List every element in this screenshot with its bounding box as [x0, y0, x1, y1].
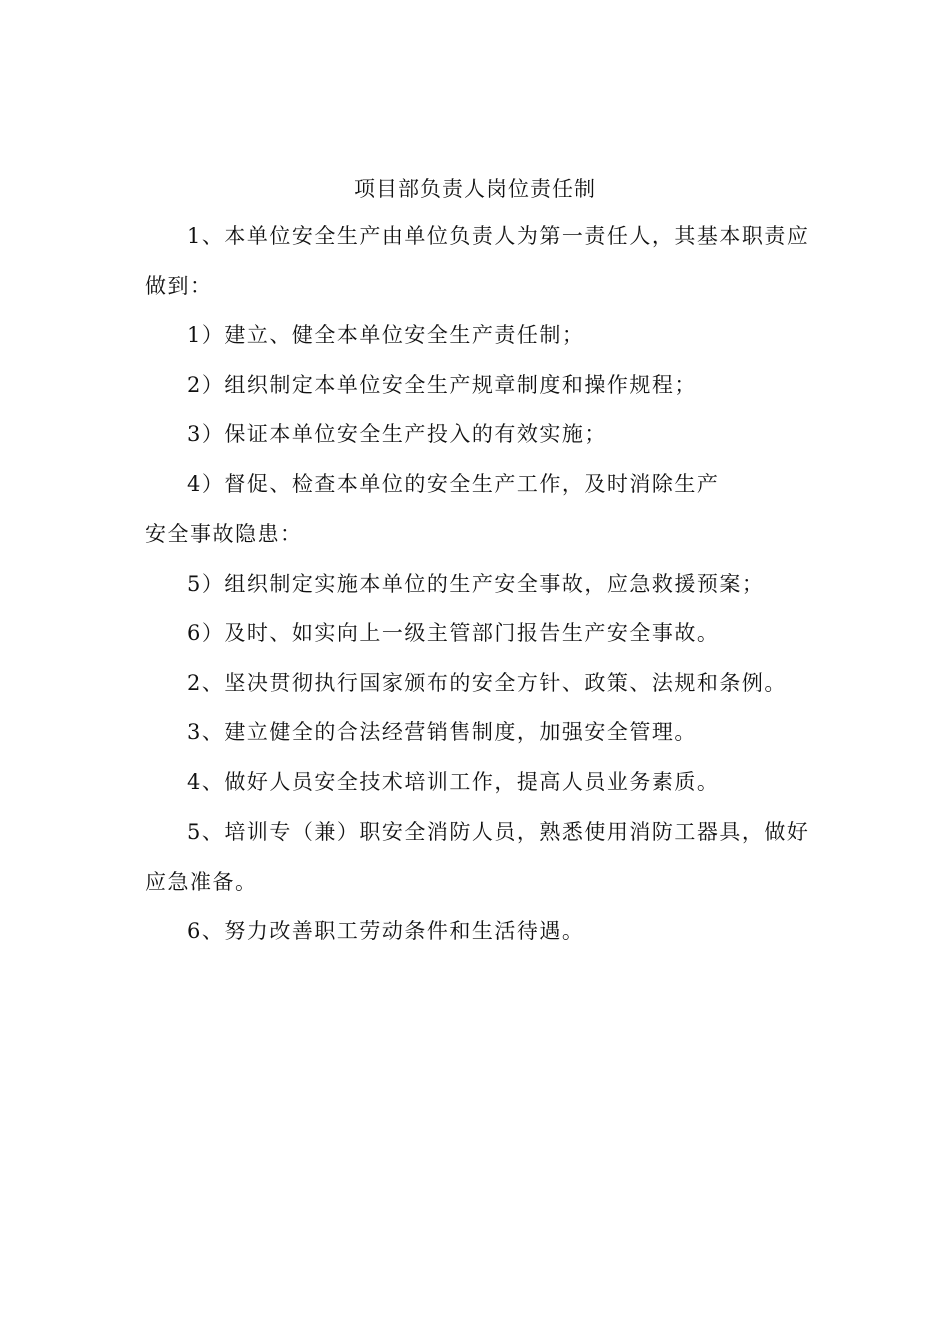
- paragraph-line: 3）保证本单位安全生产投入的有效实施；: [187, 422, 607, 446]
- paragraph-line: 3、建立健全的合法经营销售制度，加强安全管理。: [187, 720, 697, 744]
- document-title: 项目部负责人岗位责任制: [354, 177, 596, 201]
- paragraph-line: 2）组织制定本单位安全生产规章制度和操作规程；: [187, 373, 697, 397]
- paragraph-line: 1、本单位安全生产由单位负责人为第一责任人，其基本职责应: [187, 224, 810, 248]
- paragraph-line: 6）及时、如实向上一级主管部门报告生产安全事故。: [187, 621, 720, 645]
- paragraph-line: 1）建立、健全本单位安全生产责任制；: [187, 323, 585, 347]
- paragraph-line: 2、坚决贯彻执行国家颁布的安全方针、政策、法规和条例。: [187, 671, 787, 695]
- paragraph-line: 5）组织制定实施本单位的生产安全事故，应急救援预案；: [187, 572, 765, 596]
- paragraph-line: 做到：: [145, 274, 213, 298]
- paragraph-line: 应急准备。: [145, 870, 258, 894]
- paragraph-line: 6、努力改善职工劳动条件和生活待遇。: [187, 919, 585, 943]
- paragraph-line: 安全事故隐患：: [145, 522, 303, 546]
- paragraph-line: 5、培训专（兼）职安全消防人员，熟悉使用消防工器具，做好: [187, 820, 810, 844]
- paragraph-line: 4）督促、检查本单位的安全生产工作，及时消除生产: [187, 472, 720, 496]
- paragraph-line: 4、做好人员安全技术培训工作，提高人员业务素质。: [187, 770, 720, 794]
